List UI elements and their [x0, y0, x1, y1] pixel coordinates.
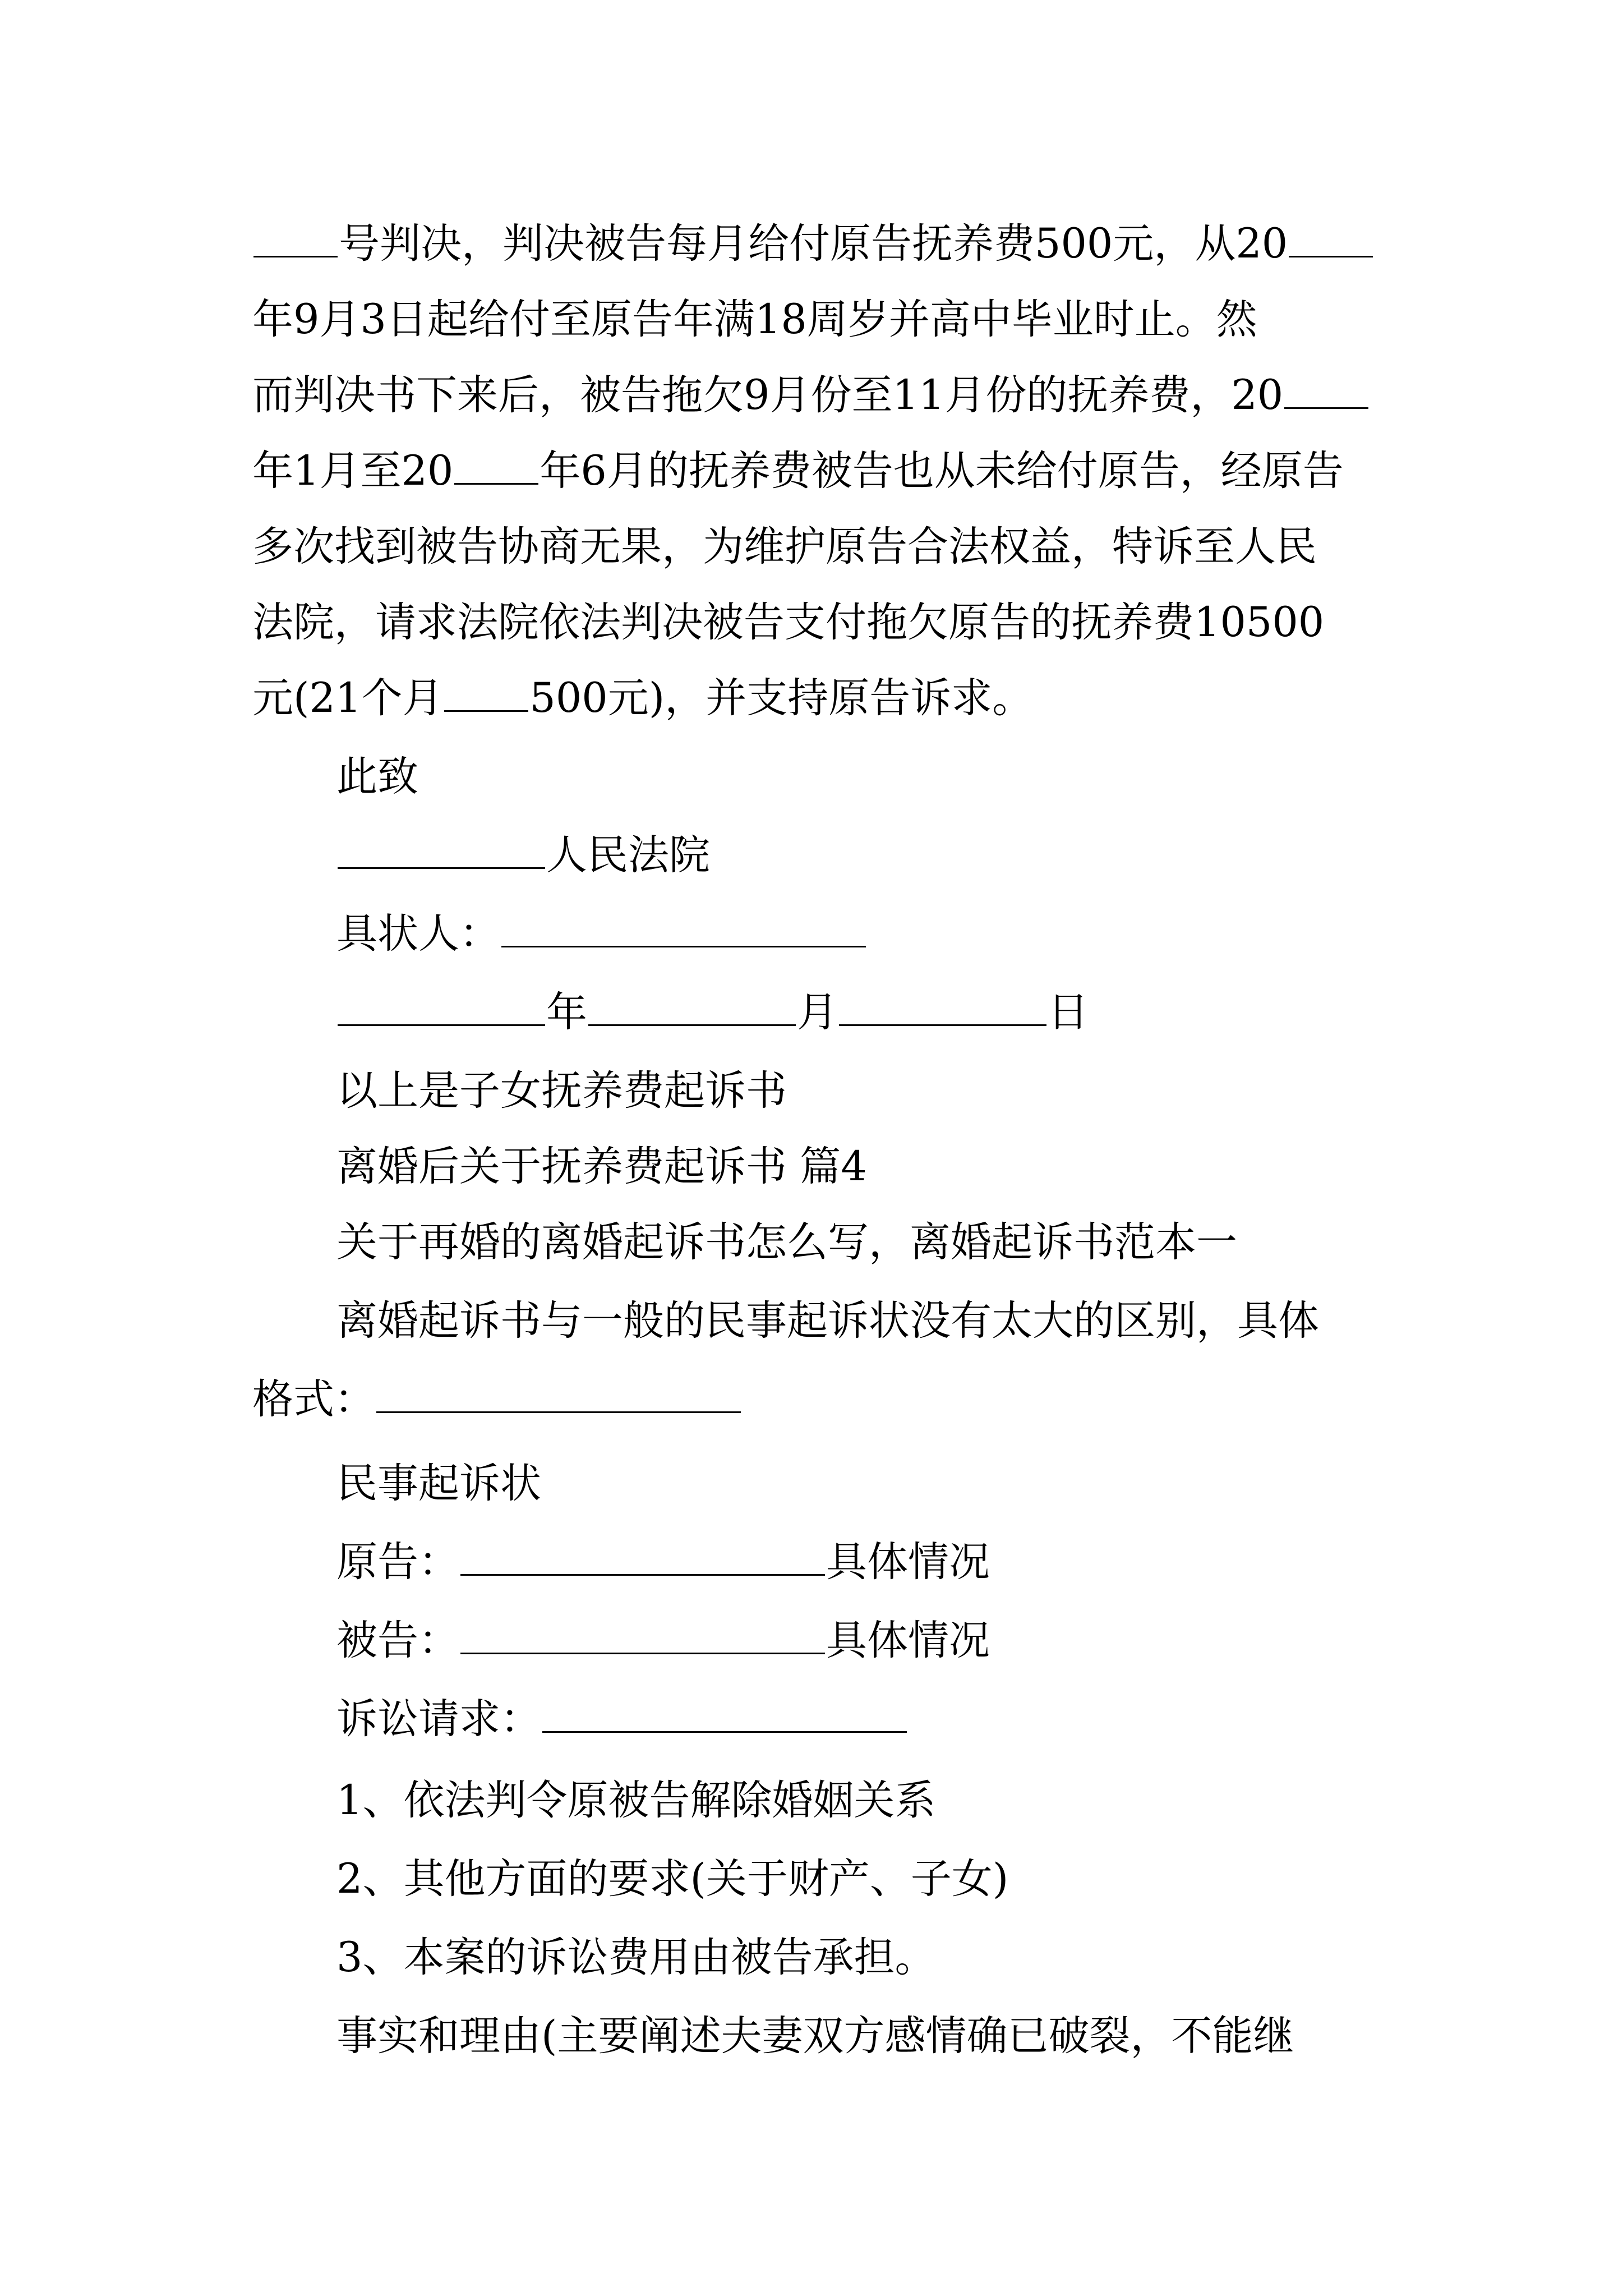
section-title: 离婚后关于抚养费起诉书 篇4 — [336, 1143, 867, 1190]
body-line-2 — [252, 280, 1396, 359]
plaintiff-line: 原告： 具体情况 — [336, 1538, 990, 1586]
body-line-1 — [252, 205, 1396, 283]
salutation: 此致 — [336, 753, 418, 800]
body-text: 年9月3日起给付至原告年满18周岁并高中毕业时止。然 — [252, 296, 1257, 343]
defendant-line: 被告： 具体情况 — [336, 1617, 990, 1664]
claim-item-1: 1、依法判令原被告解除婚姻关系 — [336, 1777, 936, 1824]
body-line-7 — [252, 659, 1396, 738]
body-line-5 — [252, 508, 1396, 586]
date-line: 年 月 日 — [336, 973, 1396, 1052]
body-text: 年1月至20 — [252, 447, 454, 495]
fill-in-blank — [1289, 254, 1373, 257]
body-line-4 — [252, 432, 1396, 510]
fill-in-blank — [1284, 405, 1368, 409]
body-line-3 — [252, 356, 1396, 435]
plaintiff-signature-line: 具状人： — [336, 895, 1396, 973]
court-line: 人民法院 — [336, 816, 1396, 895]
fill-in-blank — [542, 1729, 907, 1733]
claim-item-3: 3、本案的诉讼费用由被告承担。 — [336, 1934, 936, 1981]
fill-in-blank — [253, 254, 338, 257]
facts-line: 事实和理由(主要阐述夫妻双方感情确已破裂，不能继 — [336, 2012, 1294, 2060]
claim-item-2: 2、其他方面的要求(关于财产、子女) — [336, 1855, 1009, 1903]
body-line-6 — [252, 583, 1396, 662]
summary-line: 以上是子女抚养费起诉书 — [336, 1067, 787, 1115]
claims-label-line: 诉讼请求： — [336, 1680, 1396, 1759]
body-text: 多次找到被告协商无果，为维护原告合法权益，特诉至人民 — [252, 523, 1317, 570]
fill-in-blank — [460, 1650, 825, 1654]
body-text: 号判决，判决被告每月给付原告抚养费500元，从20 — [339, 220, 1288, 268]
fill-in-blank — [588, 1022, 796, 1026]
intro-line-1: 离婚起诉书与一般的民事起诉状没有太大的区别，具体 — [336, 1297, 1319, 1345]
fill-in-blank — [376, 1409, 741, 1413]
body-text: 法院，请求法院依法判决被告支付拖欠原告的抚养费10500 — [252, 599, 1325, 646]
form-title: 民事起诉状 — [336, 1460, 541, 1507]
fill-in-blank — [338, 865, 545, 869]
body-text: 500元)，并支持原告诉求。 — [529, 674, 1034, 722]
fill-in-blank — [460, 1572, 825, 1576]
fill-in-blank — [501, 944, 866, 947]
subtitle: 关于再婚的离婚起诉书怎么写，离婚起诉书范本一 — [336, 1218, 1237, 1266]
fill-in-blank — [839, 1022, 1046, 1026]
fill-in-blank — [454, 481, 538, 485]
body-text: 而判决书下来后，被告拖欠9月份至11月份的抚养费，20 — [252, 371, 1284, 419]
fill-in-blank — [338, 1022, 545, 1026]
intro-line-2: 格式： — [252, 1360, 1396, 1439]
body-text: 年6月的抚养费被告也从未给付原告，经原告 — [540, 447, 1344, 495]
body-text: 元(21个月 — [252, 674, 444, 722]
fill-in-blank — [444, 708, 528, 712]
